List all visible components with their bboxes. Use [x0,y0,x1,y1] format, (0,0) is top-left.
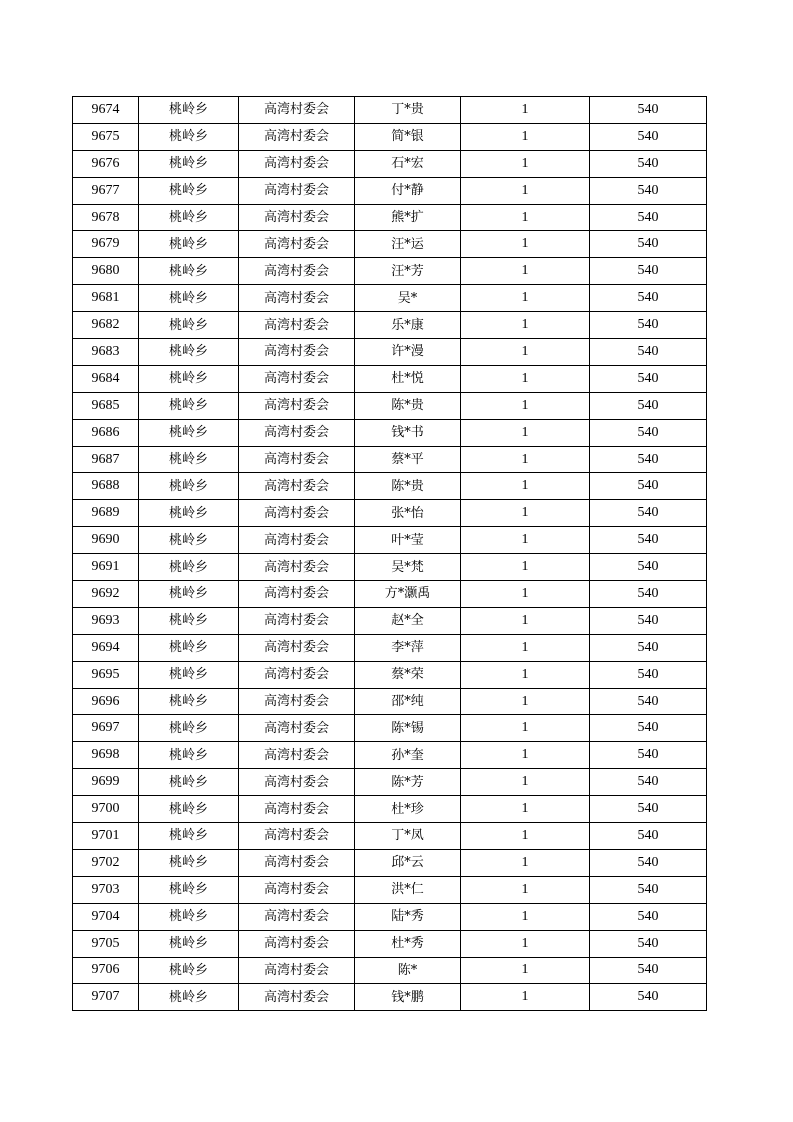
village-committee-cell: 高湾村委会 [239,876,355,903]
count-cell: 1 [461,285,590,312]
table-row [73,715,707,742]
township-cell: 桃岭乡 [139,500,239,527]
row-number-cell: 9707 [73,984,139,1011]
name-cell: 蔡*荣 [355,661,461,688]
count-cell: 1 [461,957,590,984]
name-cell: 熊*扩 [355,204,461,231]
count-cell: 1 [461,446,590,473]
township-cell: 桃岭乡 [139,392,239,419]
name-cell: 洪*仁 [355,876,461,903]
amount-cell: 540 [590,97,707,124]
township-cell: 桃岭乡 [139,258,239,285]
table-row [73,392,707,419]
amount-cell: 540 [590,581,707,608]
row-number-cell: 9677 [73,177,139,204]
amount-cell: 540 [590,903,707,930]
count-cell: 1 [461,796,590,823]
village-committee-cell: 高湾村委会 [239,258,355,285]
table-row [73,473,707,500]
data-table [72,96,707,1011]
count-cell: 1 [461,634,590,661]
township-cell: 桃岭乡 [139,365,239,392]
amount-cell: 540 [590,715,707,742]
count-cell: 1 [461,984,590,1011]
row-number-cell: 9688 [73,473,139,500]
amount-cell: 540 [590,554,707,581]
row-number-cell: 9690 [73,527,139,554]
village-committee-cell: 高湾村委会 [239,634,355,661]
amount-cell: 540 [590,984,707,1011]
table-row [73,123,707,150]
township-cell: 桃岭乡 [139,876,239,903]
village-committee-cell: 高湾村委会 [239,150,355,177]
table-row [73,365,707,392]
count-cell: 1 [461,258,590,285]
row-number-cell: 9696 [73,688,139,715]
name-cell: 丁*贵 [355,97,461,124]
table-row [73,339,707,366]
village-committee-cell: 高湾村委会 [239,365,355,392]
amount-cell: 540 [590,365,707,392]
amount-cell: 540 [590,742,707,769]
village-committee-cell: 高湾村委会 [239,742,355,769]
village-committee-cell: 高湾村委会 [239,527,355,554]
table-row [73,903,707,930]
township-cell: 桃岭乡 [139,607,239,634]
amount-cell: 540 [590,285,707,312]
village-committee-cell: 高湾村委会 [239,392,355,419]
township-cell: 桃岭乡 [139,715,239,742]
village-committee-cell: 高湾村委会 [239,930,355,957]
row-number-cell: 9694 [73,634,139,661]
count-cell: 1 [461,715,590,742]
count-cell: 1 [461,150,590,177]
name-cell: 赵*全 [355,607,461,634]
township-cell: 桃岭乡 [139,581,239,608]
amount-cell: 540 [590,930,707,957]
village-committee-cell: 高湾村委会 [239,231,355,258]
name-cell: 陈*芳 [355,769,461,796]
township-cell: 桃岭乡 [139,930,239,957]
row-number-cell: 9679 [73,231,139,258]
amount-cell: 540 [590,500,707,527]
table-row [73,150,707,177]
name-cell: 简*银 [355,123,461,150]
row-number-cell: 9687 [73,446,139,473]
name-cell: 孙*奎 [355,742,461,769]
row-number-cell: 9683 [73,339,139,366]
village-committee-cell: 高湾村委会 [239,419,355,446]
count-cell: 1 [461,823,590,850]
village-committee-cell: 高湾村委会 [239,339,355,366]
village-committee-cell: 高湾村委会 [239,204,355,231]
row-number-cell: 9691 [73,554,139,581]
table-row [73,849,707,876]
name-cell: 杜*悦 [355,365,461,392]
row-number-cell: 9678 [73,204,139,231]
amount-cell: 540 [590,527,707,554]
table-row [73,527,707,554]
name-cell: 方*灏禹 [355,581,461,608]
count-cell: 1 [461,876,590,903]
village-committee-cell: 高湾村委会 [239,769,355,796]
amount-cell: 540 [590,661,707,688]
name-cell: 汪*芳 [355,258,461,285]
name-cell: 杜*珍 [355,796,461,823]
township-cell: 桃岭乡 [139,688,239,715]
township-cell: 桃岭乡 [139,742,239,769]
village-committee-cell: 高湾村委会 [239,500,355,527]
row-number-cell: 9700 [73,796,139,823]
name-cell: 陈*贵 [355,392,461,419]
township-cell: 桃岭乡 [139,957,239,984]
amount-cell: 540 [590,123,707,150]
count-cell: 1 [461,473,590,500]
name-cell: 陈*锡 [355,715,461,742]
name-cell: 吴* [355,285,461,312]
table-row [73,796,707,823]
name-cell: 蔡*平 [355,446,461,473]
row-number-cell: 9706 [73,957,139,984]
village-committee-cell: 高湾村委会 [239,661,355,688]
village-committee-cell: 高湾村委会 [239,903,355,930]
count-cell: 1 [461,419,590,446]
name-cell: 邵*纯 [355,688,461,715]
row-number-cell: 9699 [73,769,139,796]
amount-cell: 540 [590,258,707,285]
amount-cell: 540 [590,177,707,204]
amount-cell: 540 [590,446,707,473]
count-cell: 1 [461,339,590,366]
name-cell: 丁*凤 [355,823,461,850]
row-number-cell: 9681 [73,285,139,312]
row-number-cell: 9704 [73,903,139,930]
village-committee-cell: 高湾村委会 [239,312,355,339]
count-cell: 1 [461,231,590,258]
township-cell: 桃岭乡 [139,312,239,339]
village-committee-cell: 高湾村委会 [239,688,355,715]
row-number-cell: 9675 [73,123,139,150]
row-number-cell: 9680 [73,258,139,285]
amount-cell: 540 [590,312,707,339]
row-number-cell: 9695 [73,661,139,688]
count-cell: 1 [461,312,590,339]
row-number-cell: 9674 [73,97,139,124]
name-cell: 杜*秀 [355,930,461,957]
count-cell: 1 [461,500,590,527]
township-cell: 桃岭乡 [139,661,239,688]
village-committee-cell: 高湾村委会 [239,473,355,500]
township-cell: 桃岭乡 [139,554,239,581]
amount-cell: 540 [590,769,707,796]
count-cell: 1 [461,607,590,634]
table-row [73,204,707,231]
row-number-cell: 9697 [73,715,139,742]
table-row [73,661,707,688]
row-number-cell: 9692 [73,581,139,608]
township-cell: 桃岭乡 [139,473,239,500]
township-cell: 桃岭乡 [139,527,239,554]
table-row [73,742,707,769]
name-cell: 张*怡 [355,500,461,527]
table-row [73,957,707,984]
table-row [73,177,707,204]
row-number-cell: 9685 [73,392,139,419]
amount-cell: 540 [590,473,707,500]
township-cell: 桃岭乡 [139,339,239,366]
name-cell: 许*漫 [355,339,461,366]
township-cell: 桃岭乡 [139,419,239,446]
amount-cell: 540 [590,688,707,715]
table-row [73,769,707,796]
name-cell: 乐*康 [355,312,461,339]
township-cell: 桃岭乡 [139,634,239,661]
table-body [73,97,707,1011]
village-committee-cell: 高湾村委会 [239,957,355,984]
village-committee-cell: 高湾村委会 [239,123,355,150]
township-cell: 桃岭乡 [139,849,239,876]
name-cell: 付*静 [355,177,461,204]
table-row [73,581,707,608]
amount-cell: 540 [590,339,707,366]
count-cell: 1 [461,123,590,150]
township-cell: 桃岭乡 [139,177,239,204]
row-number-cell: 9693 [73,607,139,634]
row-number-cell: 9682 [73,312,139,339]
count-cell: 1 [461,903,590,930]
name-cell: 钱*书 [355,419,461,446]
village-committee-cell: 高湾村委会 [239,581,355,608]
village-committee-cell: 高湾村委会 [239,849,355,876]
table-row [73,312,707,339]
township-cell: 桃岭乡 [139,796,239,823]
township-cell: 桃岭乡 [139,984,239,1011]
amount-cell: 540 [590,849,707,876]
count-cell: 1 [461,661,590,688]
name-cell: 邱*云 [355,849,461,876]
amount-cell: 540 [590,796,707,823]
table-row [73,231,707,258]
name-cell: 吴*梵 [355,554,461,581]
count-cell: 1 [461,177,590,204]
name-cell: 汪*运 [355,231,461,258]
table-row [73,823,707,850]
name-cell: 叶*莹 [355,527,461,554]
count-cell: 1 [461,930,590,957]
count-cell: 1 [461,849,590,876]
village-committee-cell: 高湾村委会 [239,984,355,1011]
township-cell: 桃岭乡 [139,446,239,473]
village-committee-cell: 高湾村委会 [239,554,355,581]
count-cell: 1 [461,581,590,608]
table-row [73,930,707,957]
village-committee-cell: 高湾村委会 [239,715,355,742]
name-cell: 陈*贵 [355,473,461,500]
table-row [73,554,707,581]
amount-cell: 540 [590,204,707,231]
village-committee-cell: 高湾村委会 [239,446,355,473]
township-cell: 桃岭乡 [139,123,239,150]
township-cell: 桃岭乡 [139,231,239,258]
table-row [73,688,707,715]
amount-cell: 540 [590,419,707,446]
township-cell: 桃岭乡 [139,97,239,124]
row-number-cell: 9701 [73,823,139,850]
township-cell: 桃岭乡 [139,204,239,231]
amount-cell: 540 [590,150,707,177]
village-committee-cell: 高湾村委会 [239,97,355,124]
village-committee-cell: 高湾村委会 [239,177,355,204]
count-cell: 1 [461,688,590,715]
name-cell: 石*宏 [355,150,461,177]
row-number-cell: 9686 [73,419,139,446]
table-row [73,984,707,1011]
township-cell: 桃岭乡 [139,150,239,177]
table-row [73,258,707,285]
table-row [73,285,707,312]
amount-cell: 540 [590,392,707,419]
village-committee-cell: 高湾村委会 [239,796,355,823]
row-number-cell: 9698 [73,742,139,769]
amount-cell: 540 [590,634,707,661]
amount-cell: 540 [590,957,707,984]
table-row [73,419,707,446]
amount-cell: 540 [590,607,707,634]
count-cell: 1 [461,742,590,769]
document-page [72,96,706,1011]
name-cell: 钱*鹏 [355,984,461,1011]
row-number-cell: 9689 [73,500,139,527]
row-number-cell: 9702 [73,849,139,876]
count-cell: 1 [461,554,590,581]
table-row [73,97,707,124]
village-committee-cell: 高湾村委会 [239,285,355,312]
row-number-cell: 9705 [73,930,139,957]
village-committee-cell: 高湾村委会 [239,823,355,850]
count-cell: 1 [461,365,590,392]
count-cell: 1 [461,97,590,124]
township-cell: 桃岭乡 [139,823,239,850]
name-cell: 陈* [355,957,461,984]
name-cell: 李*萍 [355,634,461,661]
amount-cell: 540 [590,823,707,850]
table-row [73,634,707,661]
township-cell: 桃岭乡 [139,769,239,796]
amount-cell: 540 [590,876,707,903]
township-cell: 桃岭乡 [139,903,239,930]
count-cell: 1 [461,769,590,796]
count-cell: 1 [461,392,590,419]
table-row [73,876,707,903]
table-row [73,500,707,527]
amount-cell: 540 [590,231,707,258]
row-number-cell: 9703 [73,876,139,903]
count-cell: 1 [461,527,590,554]
table-row [73,446,707,473]
row-number-cell: 9676 [73,150,139,177]
township-cell: 桃岭乡 [139,285,239,312]
count-cell: 1 [461,204,590,231]
table-row [73,607,707,634]
village-committee-cell: 高湾村委会 [239,607,355,634]
row-number-cell: 9684 [73,365,139,392]
name-cell: 陆*秀 [355,903,461,930]
